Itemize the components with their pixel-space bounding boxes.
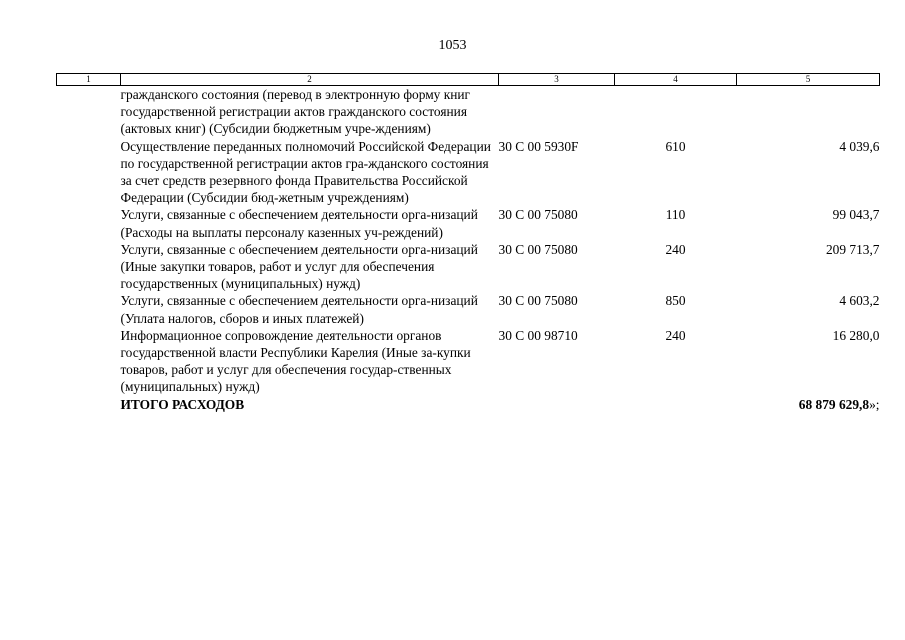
amount: 16 280,0 [832, 327, 880, 343]
row-index-cell [57, 206, 121, 240]
total-label: ИТОГО РАСХОДОВ [120, 396, 245, 412]
amount [737, 86, 880, 138]
table-row [57, 241, 880, 293]
column-header-5: 5 [737, 74, 880, 86]
expense-name: Информационное сопровождение деятельности органов государственной власти Республики Карелия (Иные за-купки товаров, работ и услуг для обеспечения государ-ственных (муниципальных) нужд) [120, 327, 471, 395]
amount: 99 043,7 [832, 207, 880, 223]
target-article-code: 30 С 00 75080 [498, 293, 578, 309]
amount: 4 603,2 [839, 293, 880, 309]
expense-name: Услуги, связанные с обеспечением деятельности орга-низаций (Уплата налогов, сборов и иных платежей) [120, 293, 478, 326]
target-article-code: 30 С 00 98710 [498, 327, 578, 343]
total-vr-cell [615, 396, 737, 413]
table-row [57, 138, 880, 207]
row-index-cell [57, 327, 121, 396]
budget-table [56, 73, 880, 413]
expense-type-code: 610 [665, 138, 686, 154]
expense-type-code: 240 [665, 241, 686, 257]
target-article-code: 30 С 00 75080 [498, 207, 578, 223]
total-code-cell [499, 396, 615, 413]
expense-name: Услуги, связанные с обеспечением деятельности орга-низаций (Расходы на выплаты персоналу казенных уч-реждений) [120, 207, 478, 240]
amount: 209 713,7 [825, 241, 880, 257]
total-amount: 68 879 629,8 [798, 396, 870, 412]
header-row [57, 74, 880, 86]
column-header-3: 3 [499, 74, 615, 86]
row-index-cell [57, 241, 121, 293]
expense-type-code: 110 [665, 207, 686, 223]
target-article-code [499, 86, 615, 138]
table-row [57, 292, 880, 326]
column-header-1: 1 [57, 74, 121, 86]
closing-quote-suffix: »; [869, 396, 880, 412]
expense-name: Услуги, связанные с обеспечением деятельности орга-низаций (Иные закупки товаров, работ и услуг для обеспечения государственных (муниципальных) нужд) [120, 241, 478, 292]
target-article-code: 30 С 00 75080 [498, 241, 578, 257]
total-amount-cell [737, 396, 880, 413]
expense-type-code [615, 86, 737, 138]
page-number: 1053 [438, 38, 467, 53]
expense-type-code: 850 [665, 293, 686, 309]
total-row [57, 396, 880, 413]
expense-type-code: 240 [665, 327, 686, 343]
row-index-cell [57, 86, 121, 138]
column-header-4: 4 [615, 74, 737, 86]
table-row [57, 327, 880, 396]
expense-name: гражданского состояния (перевод в электронную форму книг государственной регистрации актов гражданского состояния (актовых книг) (Субсидии бюджетным учре-ждениям) [120, 87, 471, 137]
row-index-cell [57, 292, 121, 326]
amount: 4 039,6 [839, 138, 880, 154]
target-article-code: 30 С 00 5930F [498, 138, 579, 154]
table-row [57, 86, 880, 138]
expense-name: Осуществление переданных полномочий Российской Федерации по государственной регистрации актов гра-жданского состояния за счет средств резервного фонда Правительства Российской Федерации (Субсидии бюд-жетным учреждениям) [120, 138, 491, 206]
row-index-cell [57, 396, 121, 413]
table-row [57, 206, 880, 240]
row-index-cell [57, 138, 121, 207]
column-header-2: 2 [121, 74, 499, 86]
